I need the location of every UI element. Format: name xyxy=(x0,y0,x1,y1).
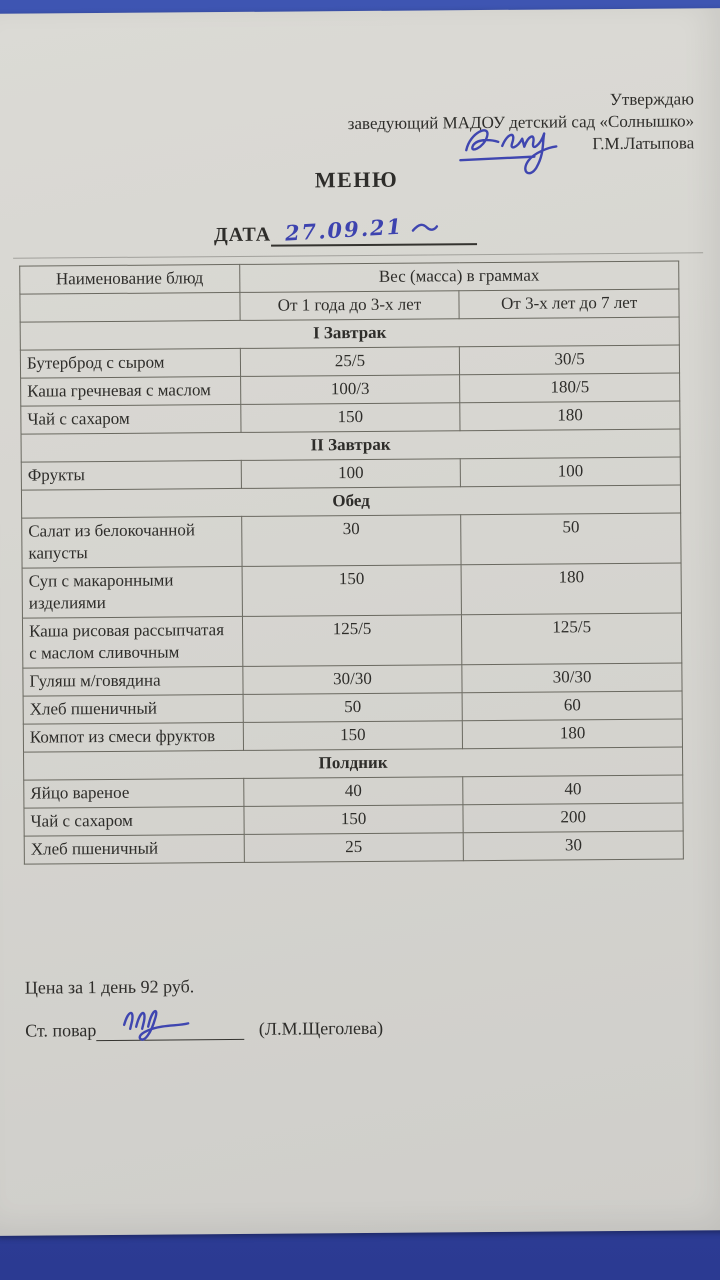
dish-name: Фрукты xyxy=(21,460,241,490)
dish-name: Хлеб пшеничный xyxy=(24,834,244,864)
menu-document xyxy=(0,8,720,1236)
weight-age2: 180 xyxy=(461,563,681,615)
dish-name: Компот из смеси фруктов xyxy=(23,722,243,752)
section-title: Обед xyxy=(21,485,680,518)
table-row xyxy=(22,613,681,668)
dish-name: Каша гречневая с маслом xyxy=(21,376,241,406)
date-label: ДАТА xyxy=(213,223,272,247)
dish-name: Суп с макаронными изделиями xyxy=(22,566,242,618)
approval-block xyxy=(347,88,694,161)
table-row xyxy=(22,513,681,568)
dish-name: Хлеб пшеничный xyxy=(23,694,243,724)
weight-age1: 100 xyxy=(241,459,461,489)
date-value-handwritten: 27.09.21 xyxy=(284,213,405,246)
weight-age2: 30/5 xyxy=(460,345,680,375)
weight-age2: 180 xyxy=(460,401,680,431)
menu-table-body xyxy=(20,261,684,864)
approval-line2: заведующий МАДОУ детский сад «Солнышко» xyxy=(347,111,695,134)
dish-name: Бутерброд с сыром xyxy=(20,348,240,378)
date-flourish-icon xyxy=(411,216,439,239)
col-header-age2: От 3-х лет до 7 лет xyxy=(459,289,679,319)
menu-table xyxy=(19,260,684,864)
section-title: Полдник xyxy=(24,747,683,780)
date-line xyxy=(213,213,477,247)
director-signature-icon xyxy=(456,119,586,184)
signer-name: Г.М.Латыпова xyxy=(592,133,695,154)
weight-age2: 60 xyxy=(462,691,682,721)
weight-age1: 100/3 xyxy=(240,375,460,405)
chef-name: (Л.М.Щеголева) xyxy=(258,1017,384,1039)
weight-age2: 50 xyxy=(461,513,681,565)
section-title: II Завтрак xyxy=(21,429,680,462)
dish-name: Каша рисовая рассыпчатая с маслом сливочным xyxy=(22,616,242,668)
date-underline xyxy=(271,213,477,247)
section-title: I Завтрак xyxy=(20,317,679,350)
table-row xyxy=(24,831,683,864)
weight-age2: 30 xyxy=(463,831,683,861)
chef-label: Ст. повар xyxy=(25,1020,97,1041)
col-header-empty xyxy=(20,292,240,322)
weight-age2: 200 xyxy=(463,803,683,833)
weight-age2: 40 xyxy=(463,775,683,805)
dish-name: Яйцо вареное xyxy=(24,778,244,808)
weight-age1: 150 xyxy=(243,721,463,751)
weight-age2: 180 xyxy=(463,719,683,749)
col-header-weight-group: Вес (масса) в граммах xyxy=(239,261,679,292)
weight-age2: 30/30 xyxy=(462,663,682,693)
weight-age1: 30/30 xyxy=(243,665,463,695)
chef-signature-underline xyxy=(96,1016,244,1041)
col-header-age1: От 1 года до 3-х лет xyxy=(240,291,460,321)
weight-age1: 150 xyxy=(244,805,464,835)
weight-age1: 40 xyxy=(243,777,463,807)
dish-name: Чай с сахаром xyxy=(24,806,244,836)
signer-row xyxy=(348,132,695,161)
weight-age1: 30 xyxy=(241,515,461,567)
weight-age2: 100 xyxy=(461,457,681,487)
weight-age2: 125/5 xyxy=(462,613,682,665)
chef-signature-icon xyxy=(116,1002,192,1052)
weight-age1: 125/5 xyxy=(242,615,462,667)
price-line: Цена за 1 день 92 руб. xyxy=(24,976,195,998)
weight-age1: 25 xyxy=(244,833,464,863)
col-header-dish: Наименование блюд xyxy=(20,264,240,294)
weight-age1: 50 xyxy=(243,693,463,723)
dish-name: Гуляш м/говядина xyxy=(23,666,243,696)
weight-age2: 180/5 xyxy=(460,373,680,403)
approval-line1: Утверждаю xyxy=(609,89,694,110)
page-title: МЕНЮ xyxy=(314,166,399,193)
dish-name: Салат из белокочанной капусты xyxy=(22,516,242,568)
weight-age1: 25/5 xyxy=(240,347,460,377)
dish-name: Чай с сахаром xyxy=(21,404,241,434)
table-top-rule xyxy=(13,252,703,258)
table-row xyxy=(22,563,681,618)
chef-line xyxy=(25,1015,383,1042)
weight-age1: 150 xyxy=(242,565,462,617)
weight-age1: 150 xyxy=(240,403,460,433)
